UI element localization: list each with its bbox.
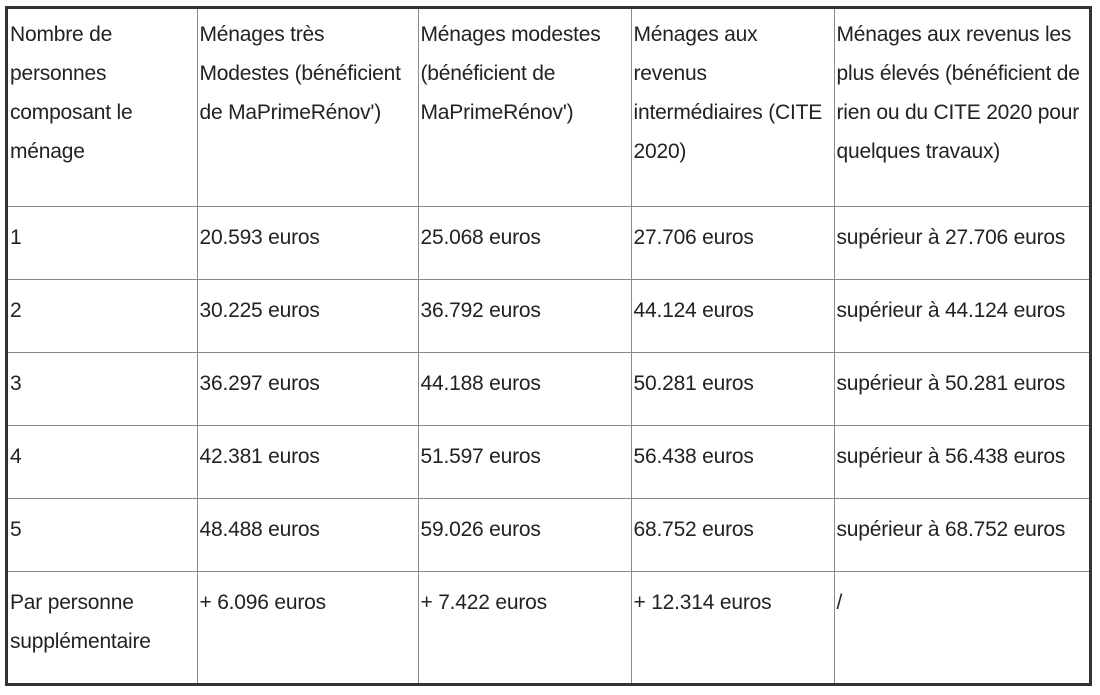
table-cell: 50.281 euros — [631, 352, 834, 425]
table-cell: supérieur à 56.438 euros — [834, 425, 1089, 498]
table-cell: 68.752 euros — [631, 498, 834, 571]
table-cell: 44.124 euros — [631, 279, 834, 352]
table-row — [8, 352, 1089, 425]
table-cell: supérieur à 68.752 euros — [834, 498, 1089, 571]
table-row — [8, 571, 1089, 686]
table-row — [8, 206, 1089, 279]
table-cell: 30.225 euros — [197, 279, 418, 352]
table-cell: 48.488 euros — [197, 498, 418, 571]
table-cell: 4 — [8, 425, 197, 498]
table-cell: 2 — [8, 279, 197, 352]
table-cell: supérieur à 44.124 euros — [834, 279, 1089, 352]
table-row — [8, 279, 1089, 352]
header-cell-household-size: Nombre de personnes composant le ménage — [8, 9, 197, 206]
table-cell: Par personne supplémentaire — [8, 571, 197, 686]
table-cell: 3 — [8, 352, 197, 425]
table-cell: + 6.096 euros — [197, 571, 418, 686]
header-cell-very-modest: Ménages très Modestes (bénéficient de MaPrimeRénov') — [197, 9, 418, 206]
table-cell: / — [834, 571, 1089, 686]
table-cell: 36.297 euros — [197, 352, 418, 425]
table-cell: supérieur à 50.281 euros — [834, 352, 1089, 425]
header-cell-highest: Ménages aux revenus les plus élevés (bénéficient de rien ou du CITE 2020 pour quelques travaux) — [834, 9, 1089, 206]
table-cell: 20.593 euros — [197, 206, 418, 279]
table-cell: + 12.314 euros — [631, 571, 834, 686]
header-cell-modest: Ménages modestes (bénéficient de MaPrimeRénov') — [418, 9, 631, 206]
header-cell-intermediate: Ménages aux revenus intermédiaires (CITE 2020) — [631, 9, 834, 206]
table-cell: 27.706 euros — [631, 206, 834, 279]
table-cell: 42.381 euros — [197, 425, 418, 498]
table-cell: 36.792 euros — [418, 279, 631, 352]
income-threshold-table — [8, 9, 1089, 686]
table-cell: supérieur à 27.706 euros — [834, 206, 1089, 279]
table-cell: 25.068 euros — [418, 206, 631, 279]
table-cell: + 7.422 euros — [418, 571, 631, 686]
table-cell: 5 — [8, 498, 197, 571]
table-cell: 56.438 euros — [631, 425, 834, 498]
table-row — [8, 498, 1089, 571]
income-table-frame — [5, 6, 1092, 686]
table-cell: 51.597 euros — [418, 425, 631, 498]
table-cell: 1 — [8, 206, 197, 279]
table-cell: 44.188 euros — [418, 352, 631, 425]
table-header-row — [8, 9, 1089, 206]
table-row — [8, 425, 1089, 498]
table-cell: 59.026 euros — [418, 498, 631, 571]
